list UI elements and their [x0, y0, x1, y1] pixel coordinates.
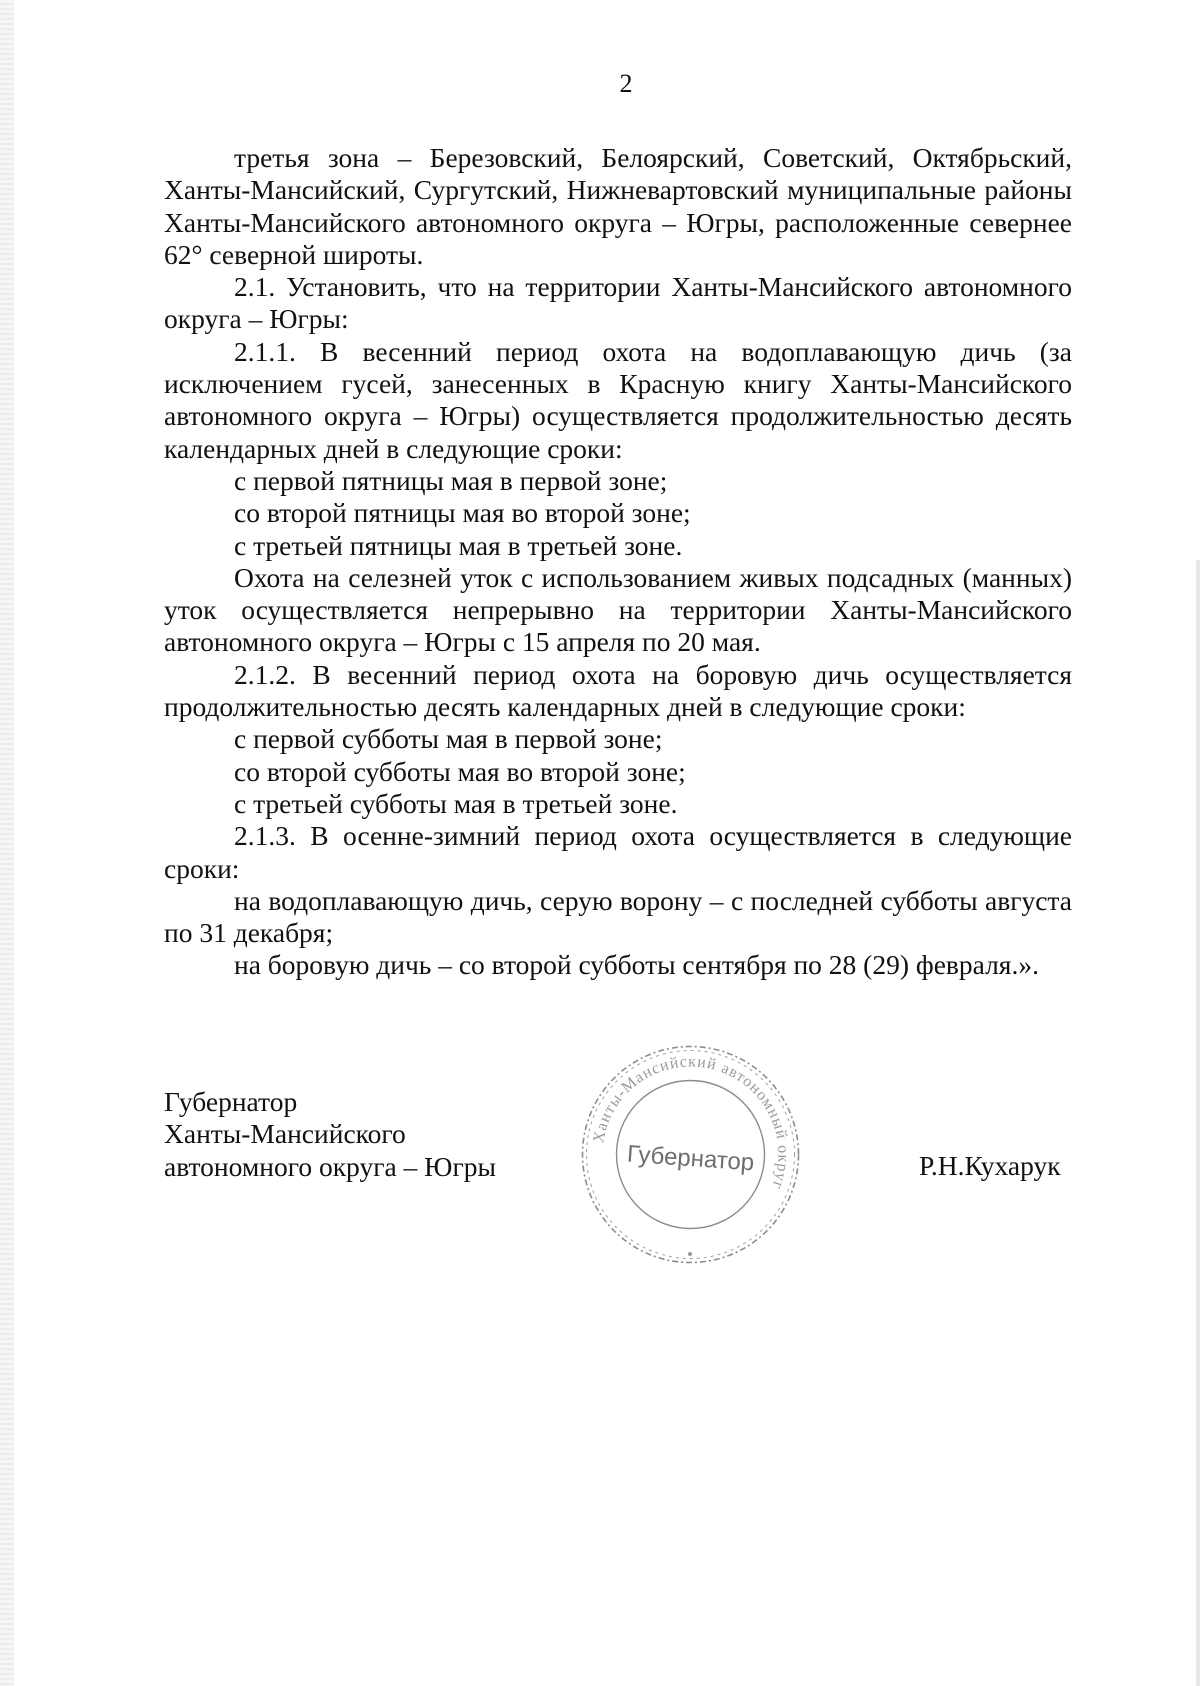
paragraph-third-friday: с третьей пятницы мая в третьей зоне. [234, 529, 683, 561]
paragraph-2-1-2: 2.1.2. В весенний период охота на боровую дичь осуществляется продолжительностью десять календарных дней в следующие сроки: [164, 658, 1072, 723]
signatory-position-line: Губернатор [164, 1086, 298, 1117]
scan-edge-left [0, 0, 14, 1686]
seal-ring-text: Ханты-Мансийский автономный округ [590, 1053, 792, 1192]
paragraph-first-friday: с первой пятницы мая в первой зоне; [234, 464, 668, 496]
paragraph-drakes-hunting: Охота на селезней уток с использованием живых подсадных (манных) уток осуществляется непрерывно на территории Ханты-Мансийского автономного округа – Югры с 15 апреля по 20 мая. [164, 561, 1072, 658]
paragraph-2-1: 2.1. Установить, что на территории Ханты-Мансийского автономного округа – Югры: [164, 271, 1072, 335]
signatory-name: Р.Н.Кухарук [919, 1150, 1061, 1181]
paragraph-second-friday: со второй пятницы мая во второй зоне; [234, 497, 691, 529]
official-seal [578, 1042, 803, 1267]
paragraph-third-zone: третья зона – Березовский, Белоярский, Советский, Октябрьский, Ханты-Мансийский, Сургутский, Нижневартовский муниципальные районы Ханты-Мансийского автономного округа – Югры, расположенные севернее 62° северной широты. [164, 142, 1072, 270]
paragraph-2-1-1: 2.1.1. В весенний период охота на водоплавающую дичь (за исключением гусей, занесенных в Красную книгу Ханты-Мансийского автономного округа – Югры) осуществляется продолжительностью десять календарных дней в следующие сроки: [164, 335, 1072, 464]
signatory-position-line: Ханты-Мансийского [164, 1118, 406, 1150]
paragraph-waterfowl-autumn: на водоплавающую дичь, серую ворону – с последней субботы августа по 31 декабря; [164, 884, 1072, 949]
paragraph-second-saturday: со второй субботы мая во второй зоне; [234, 755, 686, 787]
document-body [164, 142, 1072, 982]
paragraph-first-saturday: с первой субботы мая в первой зоне; [234, 723, 663, 755]
paragraph-third-saturday: с третьей субботы мая в третьей зоне. [234, 787, 678, 819]
signatory-position [164, 1086, 496, 1183]
paragraph-2-1-3: 2.1.3. В осенне-зимний период охота осуществляется в следующие сроки: [164, 820, 1072, 884]
seal-center-text: Губернатор [626, 1140, 756, 1177]
scan-edge-right [1196, 560, 1200, 1686]
signatory-position-line: автономного округа – Югры [164, 1150, 496, 1182]
seal-dot [688, 1252, 692, 1256]
paragraph-upland-autumn: на боровую дичь – со второй субботы сентября по 28 (29) февраля.». [234, 949, 1039, 981]
page-number: 2 [619, 69, 633, 98]
